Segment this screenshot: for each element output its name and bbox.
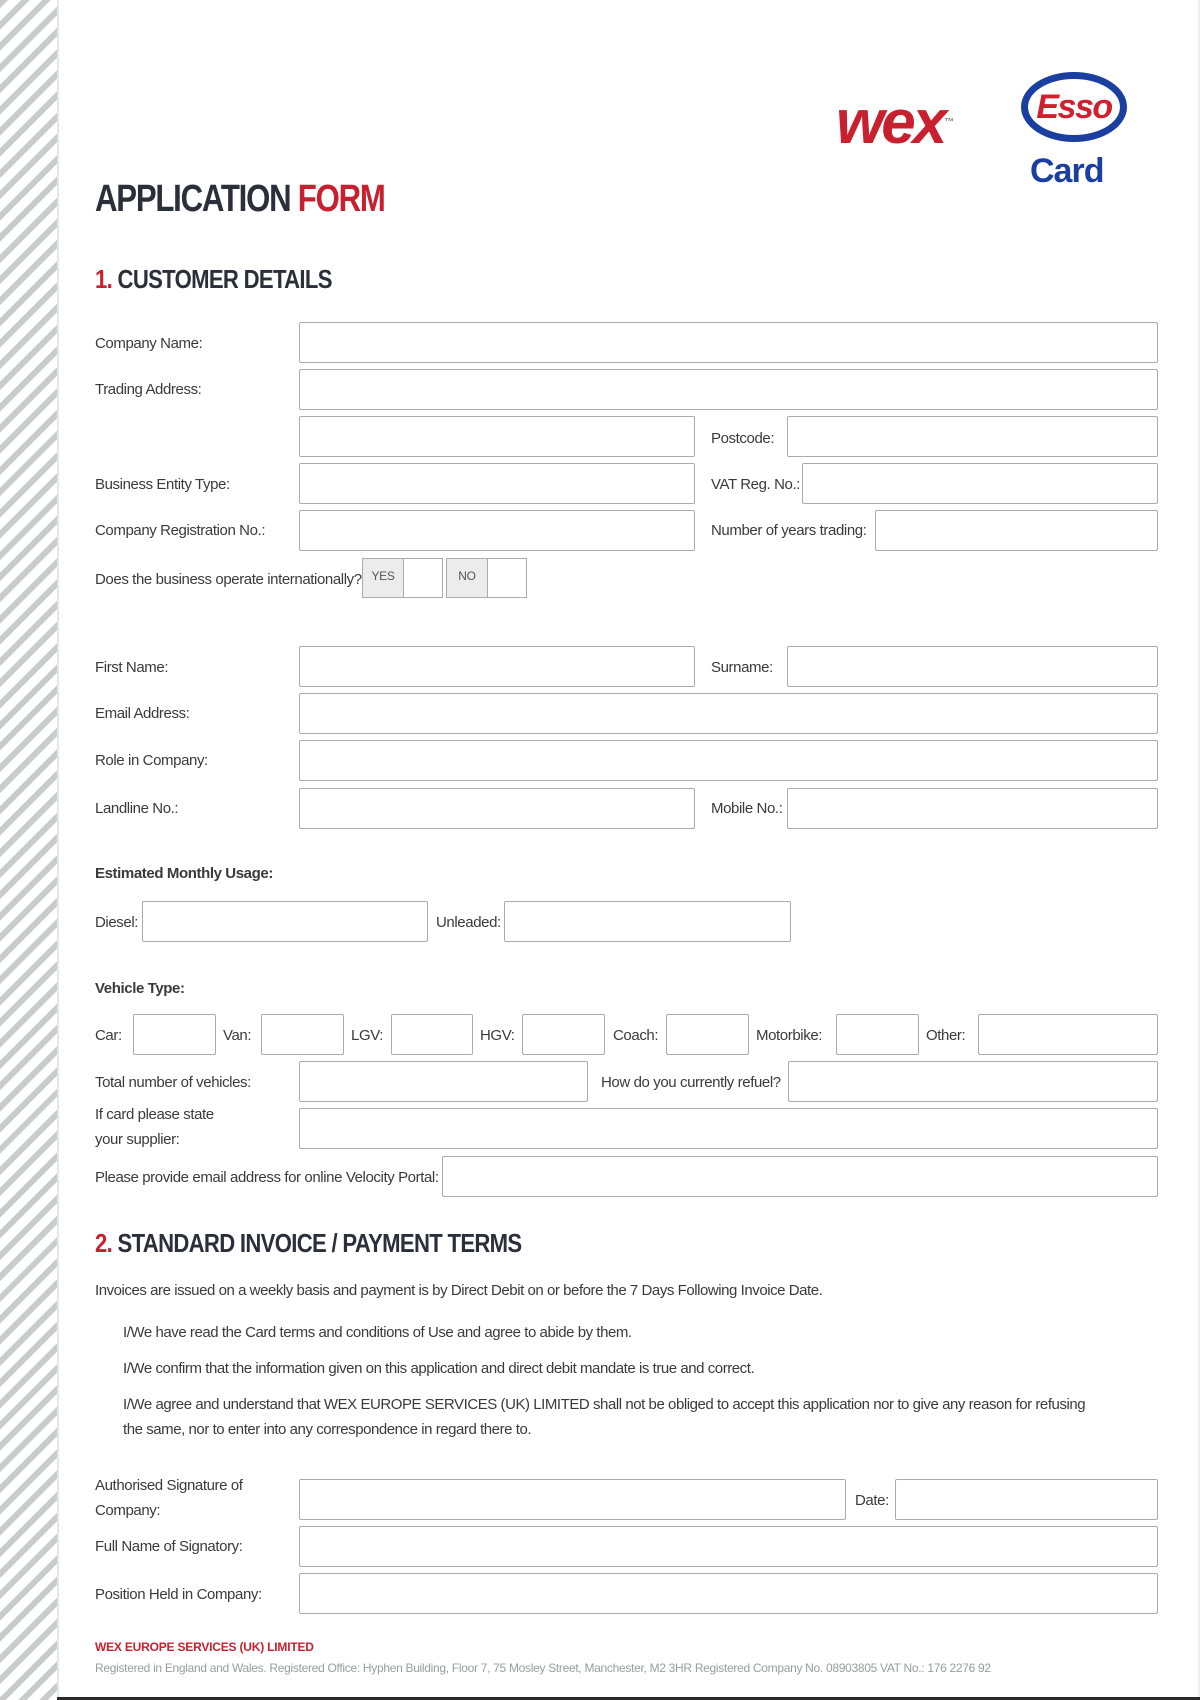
authorised-signature-label-line2: Company: xyxy=(95,1502,161,1519)
section-2-title: STANDARD INVOICE / PAYMENT TERMS xyxy=(117,1228,522,1258)
role-in-company-label: Role in Company: xyxy=(95,752,208,769)
trading-address-field-2[interactable] xyxy=(299,416,695,457)
trading-address-field-1[interactable] xyxy=(299,369,1158,410)
coach-label: Coach: xyxy=(613,1027,659,1044)
unleaded-field[interactable] xyxy=(504,901,791,942)
velocity-portal-email-field[interactable] xyxy=(442,1156,1158,1197)
role-in-company-field[interactable] xyxy=(299,740,1158,781)
position-held-label: Position Held in Company: xyxy=(95,1586,262,1603)
total-vehicles-field[interactable] xyxy=(299,1061,588,1102)
van-label: Van: xyxy=(223,1027,252,1044)
company-name-field[interactable] xyxy=(299,322,1158,363)
section-1-title: CUSTOMER DETAILS xyxy=(117,264,332,294)
yes-tick-box[interactable] xyxy=(404,559,442,597)
esso-logo xyxy=(1021,72,1127,142)
international-no-checkbox[interactable] xyxy=(446,558,527,598)
other-label: Other: xyxy=(926,1027,966,1044)
company-name-label: Company Name: xyxy=(95,335,203,352)
date-label: Date: xyxy=(855,1492,889,1509)
postcode-label: Postcode: xyxy=(711,430,775,447)
company-registration-field[interactable] xyxy=(299,510,695,551)
car-field[interactable] xyxy=(133,1014,216,1055)
car-label: Car: xyxy=(95,1027,122,1044)
how-refuel-label: How do you currently refuel? xyxy=(601,1074,781,1091)
authorised-signature-label-line1: Authorised Signature of xyxy=(95,1477,243,1494)
lgv-label: LGV: xyxy=(351,1027,384,1044)
motorbike-label: Motorbike: xyxy=(756,1027,823,1044)
decorative-stripes xyxy=(0,0,57,1700)
wex-logo: wex™ xyxy=(836,88,952,157)
footer-company-name: WEX EUROPE SERVICES (UK) LIMITED xyxy=(95,1640,314,1654)
total-vehicles-label: Total number of vehicles: xyxy=(95,1074,251,1091)
card-supplier-label-line1: If card please state xyxy=(95,1106,214,1123)
international-yes-checkbox[interactable] xyxy=(362,558,443,598)
vehicle-type-heading: Vehicle Type: xyxy=(95,980,185,997)
date-field[interactable] xyxy=(895,1479,1158,1520)
company-registration-label: Company Registration No.: xyxy=(95,522,266,539)
vat-reg-no-label: VAT Reg. No.: xyxy=(711,476,801,493)
international-question-label: Does the business operate internationally? xyxy=(95,571,362,588)
business-entity-type-label: Business Entity Type: xyxy=(95,476,230,493)
hgv-label: HGV: xyxy=(480,1027,515,1044)
postcode-field[interactable] xyxy=(787,416,1158,457)
vat-reg-no-field[interactable] xyxy=(802,463,1158,504)
section-2-heading xyxy=(95,1228,521,1259)
page-title xyxy=(95,178,385,221)
surname-field[interactable] xyxy=(787,646,1158,687)
mobile-no-field[interactable] xyxy=(787,788,1158,829)
landline-no-field[interactable] xyxy=(299,788,695,829)
card-supplier-label-line2: your supplier: xyxy=(95,1131,180,1148)
invoice-terms-intro: Invoices are issued on a weekly basis and payment is by Direct Debit on or before the 7 Days Following Invoice Date. xyxy=(95,1282,823,1299)
landline-no-label: Landline No.: xyxy=(95,800,179,817)
estimated-usage-heading: Estimated Monthly Usage: xyxy=(95,865,273,882)
terms-statement-2: I/We confirm that the information given on this application and direct debit mandate is true and correct. xyxy=(123,1360,755,1377)
footer-registration: Registered in England and Wales. Registered Office: Hyphen Building, Floor 7, 75 Mosley Street, Manchester, M2 3HR Registered Company No. 08903805 VAT No.: 176 2276 92 xyxy=(95,1661,991,1675)
no-tick-box[interactable] xyxy=(488,559,526,597)
business-entity-type-field[interactable] xyxy=(299,463,695,504)
motorbike-field[interactable] xyxy=(836,1014,919,1055)
trading-address-label: Trading Address: xyxy=(95,381,202,398)
section-2-number: 2. xyxy=(95,1228,113,1258)
email-address-label: Email Address: xyxy=(95,705,190,722)
diesel-label: Diesel: xyxy=(95,914,139,931)
section-1-number: 1. xyxy=(95,264,113,294)
surname-label: Surname: xyxy=(711,659,773,676)
terms-statement-1: I/We have read the Card terms and conditions of Use and agree to abide by them. xyxy=(123,1324,632,1341)
full-name-signatory-label: Full Name of Signatory: xyxy=(95,1538,243,1555)
first-name-field[interactable] xyxy=(299,646,695,687)
yes-label: YES xyxy=(363,559,404,597)
title-part-2: FORM xyxy=(297,178,385,220)
no-label: NO xyxy=(447,559,488,597)
years-trading-field[interactable] xyxy=(875,510,1158,551)
unleaded-label: Unleaded: xyxy=(436,914,501,931)
title-part-1: APPLICATION xyxy=(95,178,291,220)
terms-statement-3: I/We agree and understand that WEX EUROPE SERVICES (UK) LIMITED shall not be obliged to accept this application nor to give any reason for refusing the same, nor to enter into any correspondence in regard there to. xyxy=(123,1396,1086,1438)
card-supplier-field[interactable] xyxy=(299,1108,1158,1149)
how-refuel-field[interactable] xyxy=(788,1061,1158,1102)
position-held-field[interactable] xyxy=(299,1573,1158,1614)
lgv-field[interactable] xyxy=(391,1014,473,1055)
diesel-field[interactable] xyxy=(142,901,428,942)
card-logo: Card xyxy=(1030,152,1104,190)
first-name-label: First Name: xyxy=(95,659,169,676)
mobile-no-label: Mobile No.: xyxy=(711,800,783,817)
authorised-signature-field[interactable] xyxy=(299,1479,846,1520)
velocity-portal-email-label: Please provide email address for online Velocity Portal: xyxy=(95,1169,439,1186)
page-left-edge xyxy=(57,0,59,1700)
years-trading-label: Number of years trading: xyxy=(711,522,867,539)
van-field[interactable] xyxy=(261,1014,344,1055)
coach-field[interactable] xyxy=(666,1014,749,1055)
other-field[interactable] xyxy=(978,1014,1158,1055)
esso-logo-text: Esso xyxy=(1036,87,1112,126)
full-name-signatory-field[interactable] xyxy=(299,1526,1158,1567)
email-address-field[interactable] xyxy=(299,693,1158,734)
section-1-heading xyxy=(95,264,332,295)
hgv-field[interactable] xyxy=(522,1014,605,1055)
